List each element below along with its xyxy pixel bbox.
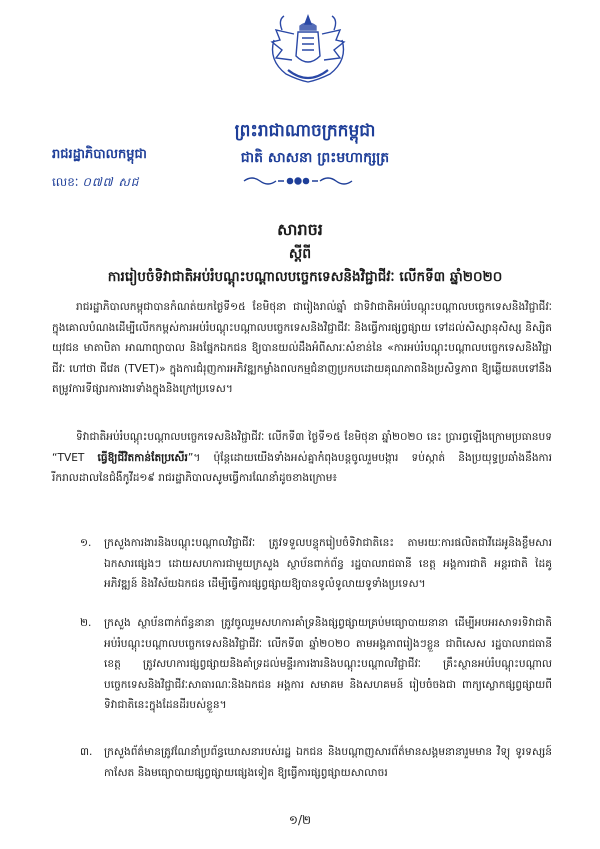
- reference-value: ០៧៧ សជ: [82, 175, 140, 189]
- theme-text-before: ទិវាជាតិអប់រំបណ្តុះបណ្តាលបច្ចេកទេសនិងវិជ្ជាជីវៈ លើកទី៣ ថ្ងៃទី១៥ ខែមិថុនា ឆ្នាំ២០២០ នេះ ប្រារព្ធឡើងក្រោមប្រធានបទ “TVET: [52, 431, 552, 464]
- royal-emblem-icon: [258, 10, 358, 90]
- kingdom-heading: ព្រះរាជាណាចក្រកម្ពុជា: [234, 121, 376, 141]
- list-item-number: ៣.: [80, 746, 93, 758]
- list-item-number: ១.: [80, 537, 92, 549]
- intro-paragraph: រាជរដ្ឋាភិបាលកម្ពុជាបានកំណត់យកថ្ងៃទី១៥ ខែមិថុនា ជារៀងរាល់ឆ្នាំ ជាទិវាជាតិអប់រំបណ្តុះបណ្តាលបច្ចេកទេសនិងវិជ្ជាជីវៈ ក្នុងគោលបំណងដើម្បីលើកកម្ពស់ការអប់រំបណ្តុះបណ្តាលបច្ចេកទេសនិងវិជ្ជាជីវៈ និងធ្វើការផ្សព្វផ្សាយ ទៅដល់សិស្សានុសិស្ស និស្សិត យុវជន មាតាបិតា អាណាព្យាបាល និងផ្នែកឯកជន ឱ្យបានយល់ដឹងអំពីសារៈសំខាន់នៃ «ការអប់រំបណ្តុះបណ្តាលបច្ចេកទេសនិងវិជ្ជាជីវៈ ហៅថា ជីវេត (TVET)» ក្នុងការជំរុញការអភិវឌ្ឍកម្លាំងពលកម្មជំនាញប្រកបដោយគុណភាពនិងប្រសិទ្ធភាព ឱ្យឆ្លើយតបទៅនឹងតម្រូវការទីផ្សារការងារទាំងក្នុងនិងក្រៅប្រទេស។: [52, 301, 552, 395]
- list-item-text: ក្រសួង ស្ថាប័នពាក់ព័ន្ធនានា ត្រូវចូលរួមសហការគាំទ្រនិងផ្សព្វផ្សាយគ្រប់មធ្យោបាយនានា ដើម្បីអបអរសាទរទិវាជាតិអប់រំបណ្តុះបណ្តាលបច្ចេកទេសនិងវិជ្ជាជីវៈ លើកទី៣ ឆ្នាំ២០២០ តាមអង្គភាពរៀងៗខ្លួន ជាពិសេស រដ្ឋបាលរាជធានី ខេត្ត ត្រូវសហការផ្សព្វផ្សាយនិងគាំទ្រដល់មន្ទីរការងារនិងបណ្តុះបណ្តាលវិជ្ជាជីវៈ គ្រឹះស្ថានអប់រំបណ្តុះបណ្តាលបច្ចេកទេសនិងវិជ្ជាជីវៈសាធារណៈនិងឯកជន អង្គការ សមាគម និងសហគមន៍ រៀបចំចងជា ពាក្យស្លោកផ្សព្វផ្សាយពីទិវាជាតិនេះក្នុងដែនដីរបស់ខ្លួន។: [104, 617, 552, 711]
- subject-title: ការរៀបចំទិវាជាតិអប់រំបណ្តុះបណ្តាលបច្ចេកទេសនិងវិជ្ជាជីវៈ លើកទី៣ ឆ្នាំ២០២០: [107, 269, 503, 285]
- theme-paragraph: [52, 427, 552, 489]
- reference-number: [52, 174, 139, 192]
- theme-text-after: ”។ ប៉ុន្តែដោយយើងទាំងអស់គ្នាកំពុងបន្តចូលរួមបង្ការ ទប់ស្កាត់ និងប្រយុទ្ធប្រឆាំងនឹងការរីករាលដាលនៃជំងឺកូវីដ១៩ រាជរដ្ឋាភិបាលសូមធ្វើការណែនាំដូចខាងក្រោម៖: [52, 451, 552, 484]
- ornament-divider-icon: [238, 174, 358, 188]
- reference-label: លេខៈ: [52, 175, 79, 189]
- subject-label: ស្តីពី: [288, 246, 312, 262]
- document-type-title: សារាចរ: [277, 220, 323, 239]
- page-number: ១/២: [288, 813, 312, 827]
- list-item-number: ២.: [80, 617, 92, 629]
- list-item-text: ក្រសួងការងារនិងបណ្តុះបណ្តាលវិជ្ជាជីវៈ ត្រូវទទួលបន្ទុករៀបចំទិវាជាតិនេះ តាមរយៈការផលិតជាវីដេអូនិងខ្លឹមសារឯកសារផ្សេងៗ ដោយសហការជាមួយក្រសួង ស្ថាប័នពាក់ព័ន្ធ រដ្ឋបាលរាជធានី ខេត្ត អង្គការជាតិ អន្តរជាតិ ដៃគូអភិវឌ្ឍន៍ និងវិស័យឯកជន ដើម្បីធ្វើការផ្សព្វផ្សាយឱ្យបានទូលំទូលាយទូទាំងប្រទេស។: [104, 537, 552, 590]
- government-name: រាជរដ្ឋាភិបាលកម្ពុជា: [52, 147, 147, 162]
- theme-bold-text: ធ្វើឱ្យជីវិតកាន់តែប្រសើរ: [97, 451, 188, 464]
- national-motto: ជាតិ សាសនា ព្រះមហាក្សត្រ: [240, 150, 390, 166]
- list-item-text: ក្រសួងព័ត៌មានត្រូវណែនាំប្រព័ន្ធឃោសនារបស់រដ្ឋ ឯកជន និងបណ្តាញសារព័ត៌មានសង្គមនានារួមមាន វិទ្យុ ទូរទស្សន៍ កាសែត និងមធ្យោបាយផ្សព្វផ្សាយផ្សេងទៀត ឱ្យធ្វើការផ្សព្វផ្សាយសាលាចរ: [104, 746, 552, 779]
